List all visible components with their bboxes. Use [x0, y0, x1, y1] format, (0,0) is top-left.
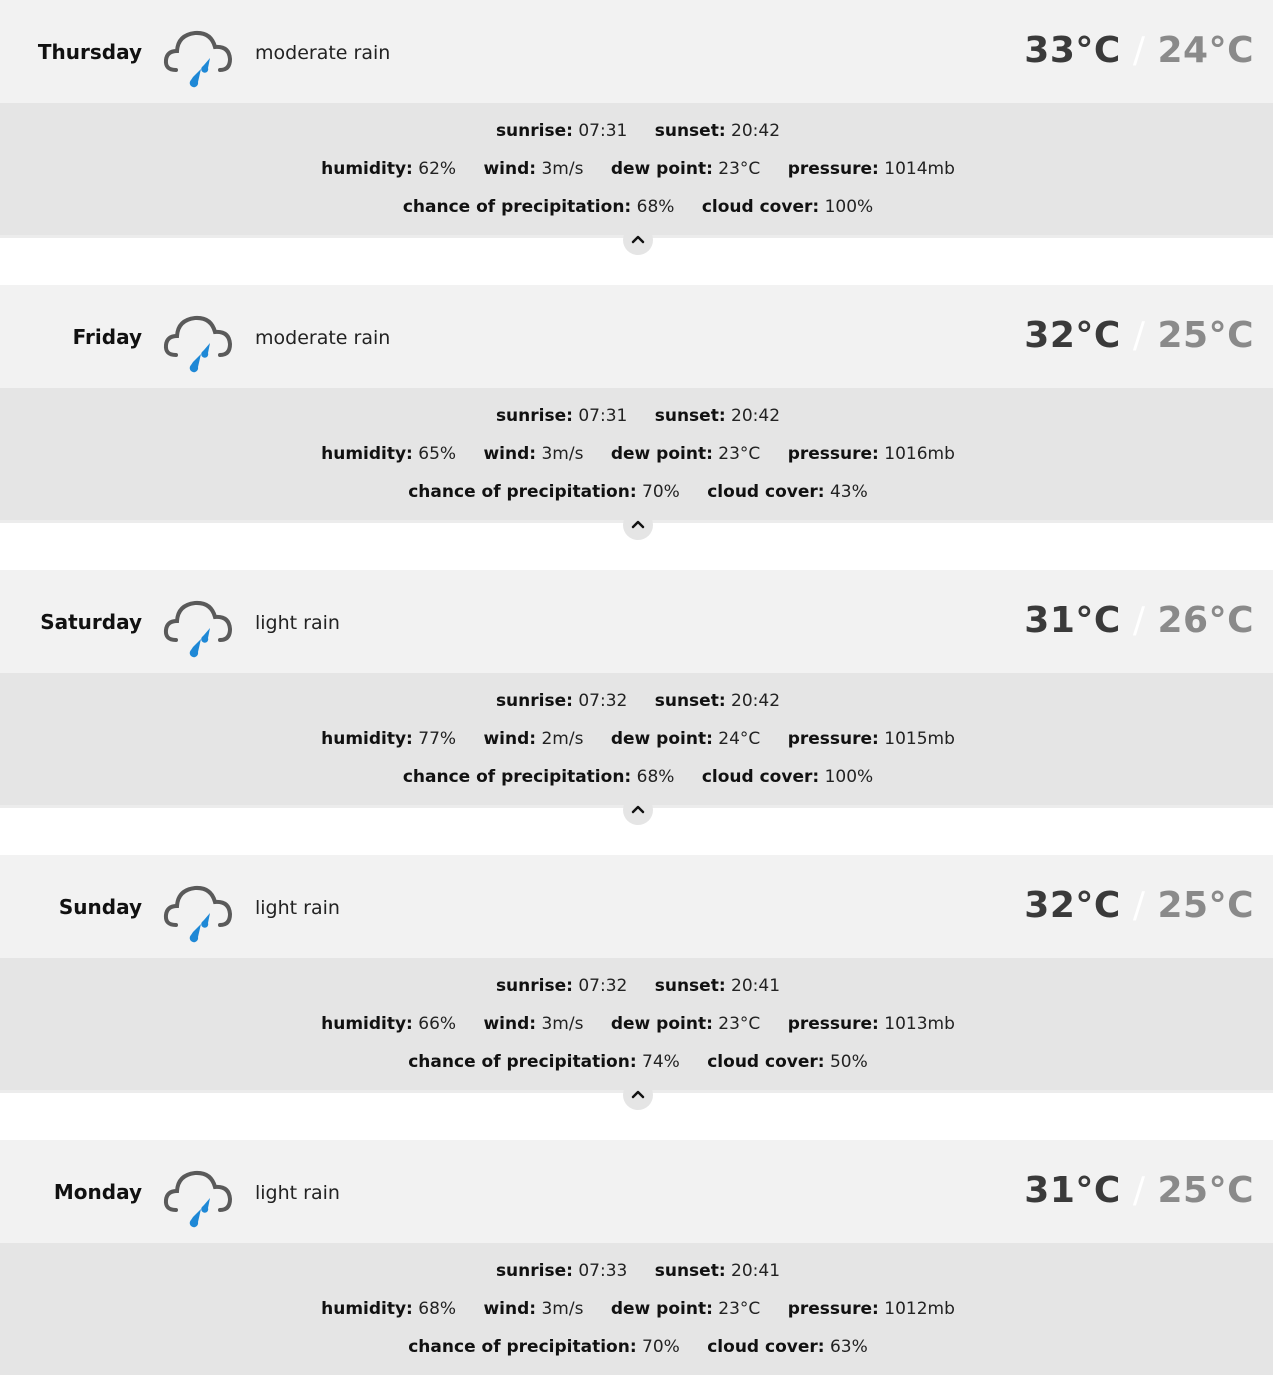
humidity-label: humidity: [321, 159, 413, 179]
wind-label: wind: [483, 729, 537, 749]
temp-low: 26°C [1157, 600, 1254, 641]
cloud-rain-icon [163, 880, 233, 946]
precipitation-value: 68% [636, 197, 675, 217]
wind-label: wind: [483, 444, 537, 464]
wind-stat [483, 1299, 583, 1319]
temp-separator: / [1132, 1170, 1146, 1211]
dew-point-value: 24°C [718, 729, 761, 749]
conditions-row [0, 444, 1273, 464]
pressure-value: 1015mb [884, 729, 955, 749]
wind-value: 3m/s [541, 1299, 584, 1319]
pressure-stat [788, 1299, 955, 1319]
chevron-up-icon [630, 516, 646, 532]
sunset-label: sunset: [654, 406, 726, 426]
dew-point-stat [611, 729, 760, 749]
cloud-cover-value: 63% [829, 1337, 868, 1357]
sun-times-row [0, 691, 1273, 711]
temperature-range [1024, 30, 1254, 71]
temperature-range [1024, 1170, 1254, 1211]
sunset-label: sunset: [654, 121, 726, 141]
day-header[interactable] [0, 1140, 1273, 1243]
humidity-value: 77% [418, 729, 457, 749]
sunrise-label: sunrise: [495, 976, 573, 996]
sunrise-value: 07:32 [578, 691, 628, 711]
pressure-label: pressure: [787, 444, 879, 464]
sunrise-value: 07:31 [578, 121, 628, 141]
day-name: Thursday [37, 40, 142, 64]
precipitation-row [0, 482, 1273, 502]
sunrise-stat [496, 1261, 627, 1281]
cloud-cover-label: cloud cover: [701, 197, 820, 217]
dew-point-value: 23°C [718, 159, 761, 179]
day-details [0, 388, 1273, 523]
sunset-value: 20:42 [731, 406, 781, 426]
day-details [0, 958, 1273, 1093]
wind-stat [483, 729, 583, 749]
day-header[interactable] [0, 855, 1273, 958]
sunset-stat [655, 1261, 780, 1281]
cloud-cover-value: 50% [829, 1052, 868, 1072]
precipitation-value: 68% [636, 767, 675, 787]
sunset-value: 20:42 [731, 691, 781, 711]
dew-point-label: dew point: [610, 1299, 713, 1319]
humidity-value: 62% [418, 159, 457, 179]
temperature-range [1024, 315, 1254, 356]
day-card-friday [0, 285, 1273, 525]
precipitation-stat [403, 197, 675, 217]
precipitation-label: chance of precipitation: [408, 1337, 637, 1357]
chevron-up-icon [630, 231, 646, 247]
chevron-up-icon [630, 1086, 646, 1102]
pressure-value: 1013mb [884, 1014, 955, 1034]
precipitation-stat [408, 1337, 680, 1357]
humidity-label: humidity: [321, 1014, 413, 1034]
cloud-rain-icon [163, 25, 233, 91]
pressure-stat [788, 444, 955, 464]
day-name: Saturday [40, 610, 142, 634]
sunrise-label: sunrise: [495, 1261, 573, 1281]
condition-text: light rain [255, 1182, 340, 1204]
pressure-stat [788, 729, 955, 749]
wind-value: 2m/s [541, 729, 584, 749]
wind-stat [483, 444, 583, 464]
sunrise-stat [496, 121, 627, 141]
humidity-label: humidity: [321, 444, 413, 464]
precipitation-label: chance of precipitation: [408, 482, 637, 502]
sun-times-row [0, 121, 1273, 141]
day-card-sunday [0, 855, 1273, 1095]
dew-point-stat [611, 444, 760, 464]
sunset-value: 20:42 [731, 121, 781, 141]
day-name: Friday [72, 325, 142, 349]
sunset-value: 20:41 [731, 976, 781, 996]
temp-low: 25°C [1157, 1170, 1254, 1211]
precipitation-value: 74% [642, 1052, 680, 1072]
day-name: Monday [53, 1180, 142, 1204]
dew-point-label: dew point: [610, 1014, 713, 1034]
precipitation-stat [408, 1052, 680, 1072]
sunset-stat [655, 976, 780, 996]
wind-value: 3m/s [541, 1014, 584, 1034]
sunrise-stat [496, 691, 627, 711]
temp-high: 31°C [1024, 600, 1121, 641]
precipitation-value: 70% [642, 482, 680, 502]
temp-low: 25°C [1157, 885, 1254, 926]
humidity-stat [321, 1014, 456, 1034]
sunset-stat [655, 406, 780, 426]
wind-label: wind: [483, 1014, 537, 1034]
condition-text: light rain [255, 612, 340, 634]
sunrise-stat [496, 976, 627, 996]
pressure-value: 1012mb [884, 1299, 955, 1319]
conditions-row [0, 159, 1273, 179]
temp-separator: / [1132, 885, 1146, 926]
dew-point-stat [611, 159, 760, 179]
precipitation-value: 70% [642, 1337, 680, 1357]
temp-separator: / [1132, 315, 1146, 356]
humidity-label: humidity: [321, 1299, 413, 1319]
day-card-monday [0, 1140, 1273, 1375]
cloud-cover-value: 100% [824, 197, 874, 217]
day-name: Sunday [58, 895, 142, 919]
pressure-stat [788, 1014, 955, 1034]
precipitation-row [0, 197, 1273, 217]
cloud-cover-value: 43% [829, 482, 868, 502]
dew-point-stat [611, 1014, 760, 1034]
pressure-label: pressure: [787, 1299, 879, 1319]
pressure-label: pressure: [787, 159, 879, 179]
temp-low: 25°C [1157, 315, 1254, 356]
wind-stat [483, 1014, 583, 1034]
cloud-cover-stat [707, 1052, 868, 1072]
day-header[interactable] [0, 570, 1273, 673]
pressure-label: pressure: [787, 729, 879, 749]
sunset-label: sunset: [654, 1261, 726, 1281]
sun-times-row [0, 1261, 1273, 1281]
temperature-range [1024, 600, 1254, 641]
humidity-label: humidity: [321, 729, 413, 749]
condition-text: moderate rain [255, 42, 391, 64]
condition-text: light rain [255, 897, 340, 919]
cloud-cover-label: cloud cover: [701, 767, 820, 787]
sunrise-value: 07:33 [578, 1261, 628, 1281]
sunset-stat [655, 691, 780, 711]
sun-times-row [0, 976, 1273, 996]
precipitation-label: chance of precipitation: [408, 1052, 637, 1072]
precipitation-row [0, 767, 1273, 787]
collapse-toggle-button[interactable] [623, 795, 653, 825]
cloud-cover-label: cloud cover: [707, 1052, 825, 1072]
temp-separator: / [1132, 600, 1146, 641]
day-details [0, 103, 1273, 238]
day-card-saturday [0, 570, 1273, 810]
temp-high: 32°C [1024, 315, 1121, 356]
cloud-cover-stat [707, 1337, 868, 1357]
conditions-row [0, 729, 1273, 749]
wind-label: wind: [483, 159, 537, 179]
sunrise-value: 07:31 [578, 406, 628, 426]
temp-separator: / [1132, 30, 1146, 71]
sunrise-label: sunrise: [495, 121, 573, 141]
chevron-up-icon [630, 801, 646, 817]
precipitation-stat [403, 767, 675, 787]
sunset-label: sunset: [654, 976, 726, 996]
pressure-value: 1014mb [884, 159, 955, 179]
temp-high: 31°C [1024, 1170, 1121, 1211]
temperature-range [1024, 885, 1254, 926]
sunset-value: 20:41 [731, 1261, 781, 1281]
dew-point-value: 23°C [718, 1299, 761, 1319]
collapse-toggle-button[interactable] [623, 225, 653, 255]
humidity-stat [321, 159, 456, 179]
sunset-stat [655, 121, 780, 141]
cloud-cover-stat [702, 197, 873, 217]
humidity-stat [321, 444, 456, 464]
humidity-stat [321, 729, 456, 749]
temp-low: 24°C [1157, 30, 1254, 71]
humidity-value: 68% [418, 1299, 457, 1319]
wind-value: 3m/s [541, 444, 584, 464]
conditions-row [0, 1014, 1273, 1034]
condition-text: moderate rain [255, 327, 391, 349]
dew-point-label: dew point: [610, 444, 713, 464]
humidity-value: 66% [418, 1014, 457, 1034]
dew-point-label: dew point: [610, 159, 713, 179]
temp-high: 32°C [1024, 885, 1121, 926]
conditions-row [0, 1299, 1273, 1319]
sunrise-label: sunrise: [495, 691, 573, 711]
cloud-rain-icon [163, 1165, 233, 1231]
cloud-cover-value: 100% [824, 767, 874, 787]
dew-point-stat [611, 1299, 760, 1319]
sunrise-label: sunrise: [495, 406, 573, 426]
wind-stat [483, 159, 583, 179]
cloud-cover-label: cloud cover: [707, 482, 825, 502]
collapse-toggle-button[interactable] [623, 510, 653, 540]
dew-point-value: 23°C [718, 444, 761, 464]
day-header[interactable] [0, 0, 1273, 103]
cloud-rain-icon [163, 310, 233, 376]
sunrise-value: 07:32 [578, 976, 628, 996]
precipitation-row [0, 1052, 1273, 1072]
dew-point-value: 23°C [718, 1014, 761, 1034]
day-header[interactable] [0, 285, 1273, 388]
pressure-stat [788, 159, 955, 179]
day-details [0, 673, 1273, 808]
humidity-value: 65% [418, 444, 457, 464]
day-details [0, 1243, 1273, 1375]
precipitation-label: chance of precipitation: [402, 767, 632, 787]
cloud-cover-stat [707, 482, 868, 502]
sunrise-stat [496, 406, 627, 426]
temp-high: 33°C [1024, 30, 1121, 71]
wind-label: wind: [483, 1299, 537, 1319]
precipitation-stat [408, 482, 680, 502]
humidity-stat [321, 1299, 456, 1319]
cloud-rain-icon [163, 595, 233, 661]
cloud-cover-stat [702, 767, 873, 787]
sunset-label: sunset: [654, 691, 726, 711]
precipitation-label: chance of precipitation: [402, 197, 632, 217]
day-card-thursday [0, 0, 1273, 240]
pressure-value: 1016mb [884, 444, 955, 464]
cloud-cover-label: cloud cover: [707, 1337, 825, 1357]
wind-value: 3m/s [541, 159, 584, 179]
dew-point-label: dew point: [610, 729, 713, 749]
pressure-label: pressure: [787, 1014, 879, 1034]
collapse-toggle-button[interactable] [623, 1080, 653, 1110]
sun-times-row [0, 406, 1273, 426]
precipitation-row [0, 1337, 1273, 1357]
